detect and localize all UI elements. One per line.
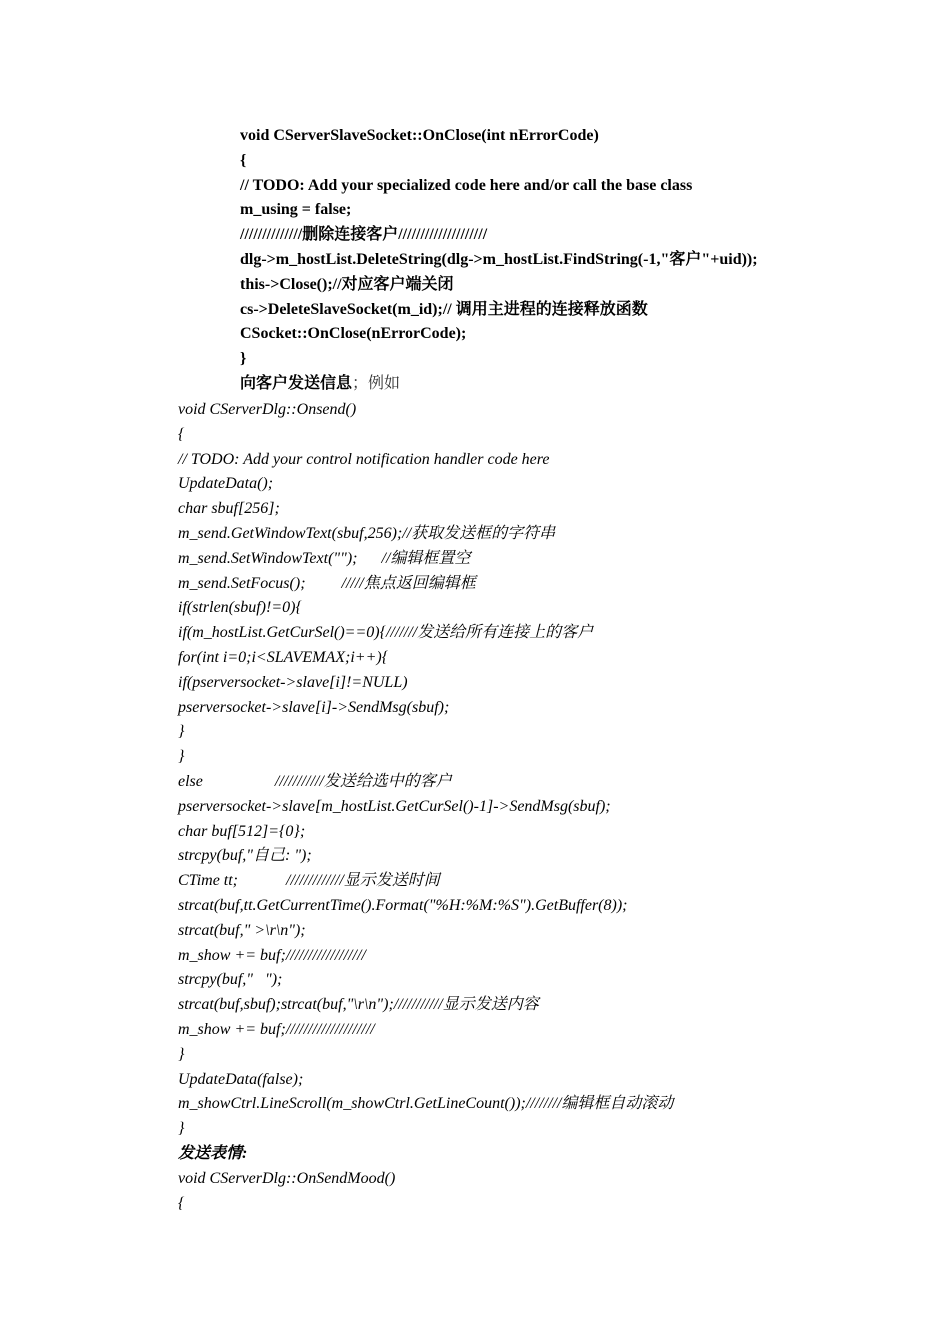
code-line: if(strlen(sbuf)!=0){ xyxy=(178,599,302,617)
code-line: dlg->m_hostList.DeleteString(dlg->m_hostList.FindString(-1,"客户"+uid)); xyxy=(240,250,758,268)
code-line: // TODO: Add your specialized code here and/or call the base class xyxy=(240,176,693,194)
code-line: UpdateData(); xyxy=(178,475,274,493)
code-line: } xyxy=(178,723,185,741)
code-line: m_send.SetWindowText(""); //编辑框置空 xyxy=(178,549,471,567)
code-line: pserversocket->slave[i]->SendMsg(sbuf); xyxy=(178,698,450,716)
code-line: void CServerDlg::Onsend() xyxy=(178,401,357,418)
code-line: m_send.GetWindowText(sbuf,256);//获取发送框的字符串 xyxy=(178,524,556,542)
code-line: if(pserversocket->slave[i]!=NULL) xyxy=(178,673,408,691)
code-line: char sbuf[256]; xyxy=(178,500,280,518)
code-line: } xyxy=(178,1045,185,1063)
code-line: CSocket::OnClose(nErrorCode); xyxy=(240,325,467,343)
code-line: strcat(buf,tt.GetCurrentTime().Format("%H:%M:%S").GetBuffer(8)); xyxy=(178,896,628,914)
code-line: UpdateData(false); xyxy=(178,1070,304,1088)
code-line: { xyxy=(178,1194,185,1212)
code-line: strcat(buf," >\r\n"); xyxy=(178,921,306,939)
code-line: m_send.SetFocus(); /////焦点返回编辑框 xyxy=(178,574,476,592)
code-line: for(int i=0;i<SLAVEMAX;i++){ xyxy=(178,648,389,666)
code-line: strcpy(buf," "); xyxy=(178,971,283,989)
code-line: if(m_hostList.GetCurSel()==0){///////发送给所有连接上的客户 xyxy=(178,624,594,642)
code-line: void CServerSlaveSocket::OnClose(int nErrorCode) xyxy=(240,127,599,144)
onsend-code-block xyxy=(178,398,918,1216)
code-line: strcat(buf,sbuf);strcat(buf,"\r\n");///////////显示发送内容 xyxy=(178,996,539,1014)
code-line: //////////////删除连接客户//////////////////// xyxy=(240,226,488,244)
code-line: CTime tt; /////////////显示发送时间 xyxy=(178,872,440,890)
send-info-heading-tail: ；例如 xyxy=(352,374,401,392)
code-line: m_showCtrl.LineScroll(m_showCtrl.GetLineCount());////////编辑框自动滚动 xyxy=(178,1095,674,1113)
code-line: { xyxy=(178,425,185,443)
send-info-heading-text: 向客户发送信息 xyxy=(240,374,353,392)
code-line: } xyxy=(240,350,247,368)
code-line: char buf[512]={0}; xyxy=(178,822,306,840)
code-line: cs->DeleteSlaveSocket(m_id);// 调用主进程的连接释放函数 xyxy=(240,300,648,318)
code-line: } xyxy=(178,748,185,766)
code-line: else ///////////发送给选中的客户 xyxy=(178,772,452,790)
code-line: strcpy(buf,"自己: "); xyxy=(178,847,312,865)
send-mood-heading: 发送表情: xyxy=(178,1144,248,1162)
code-line: m_show += buf;//////////////////// xyxy=(178,1020,375,1038)
code-line: } xyxy=(178,1120,185,1138)
send-info-heading xyxy=(240,372,930,397)
code-line: void CServerDlg::OnSendMood() xyxy=(178,1169,396,1187)
code-line: m_show += buf;////////////////// xyxy=(178,946,366,964)
code-line: // TODO: Add your control notification handler code here xyxy=(178,450,550,468)
code-line: this->Close();//对应客户端关闭 xyxy=(240,275,454,293)
code-line: m_using = false; xyxy=(240,201,352,219)
code-line: pserversocket->slave[m_hostList.GetCurSel()-1]->SendMsg(sbuf); xyxy=(178,797,611,815)
code-line: { xyxy=(240,151,247,169)
onclose-code-block xyxy=(240,124,930,397)
